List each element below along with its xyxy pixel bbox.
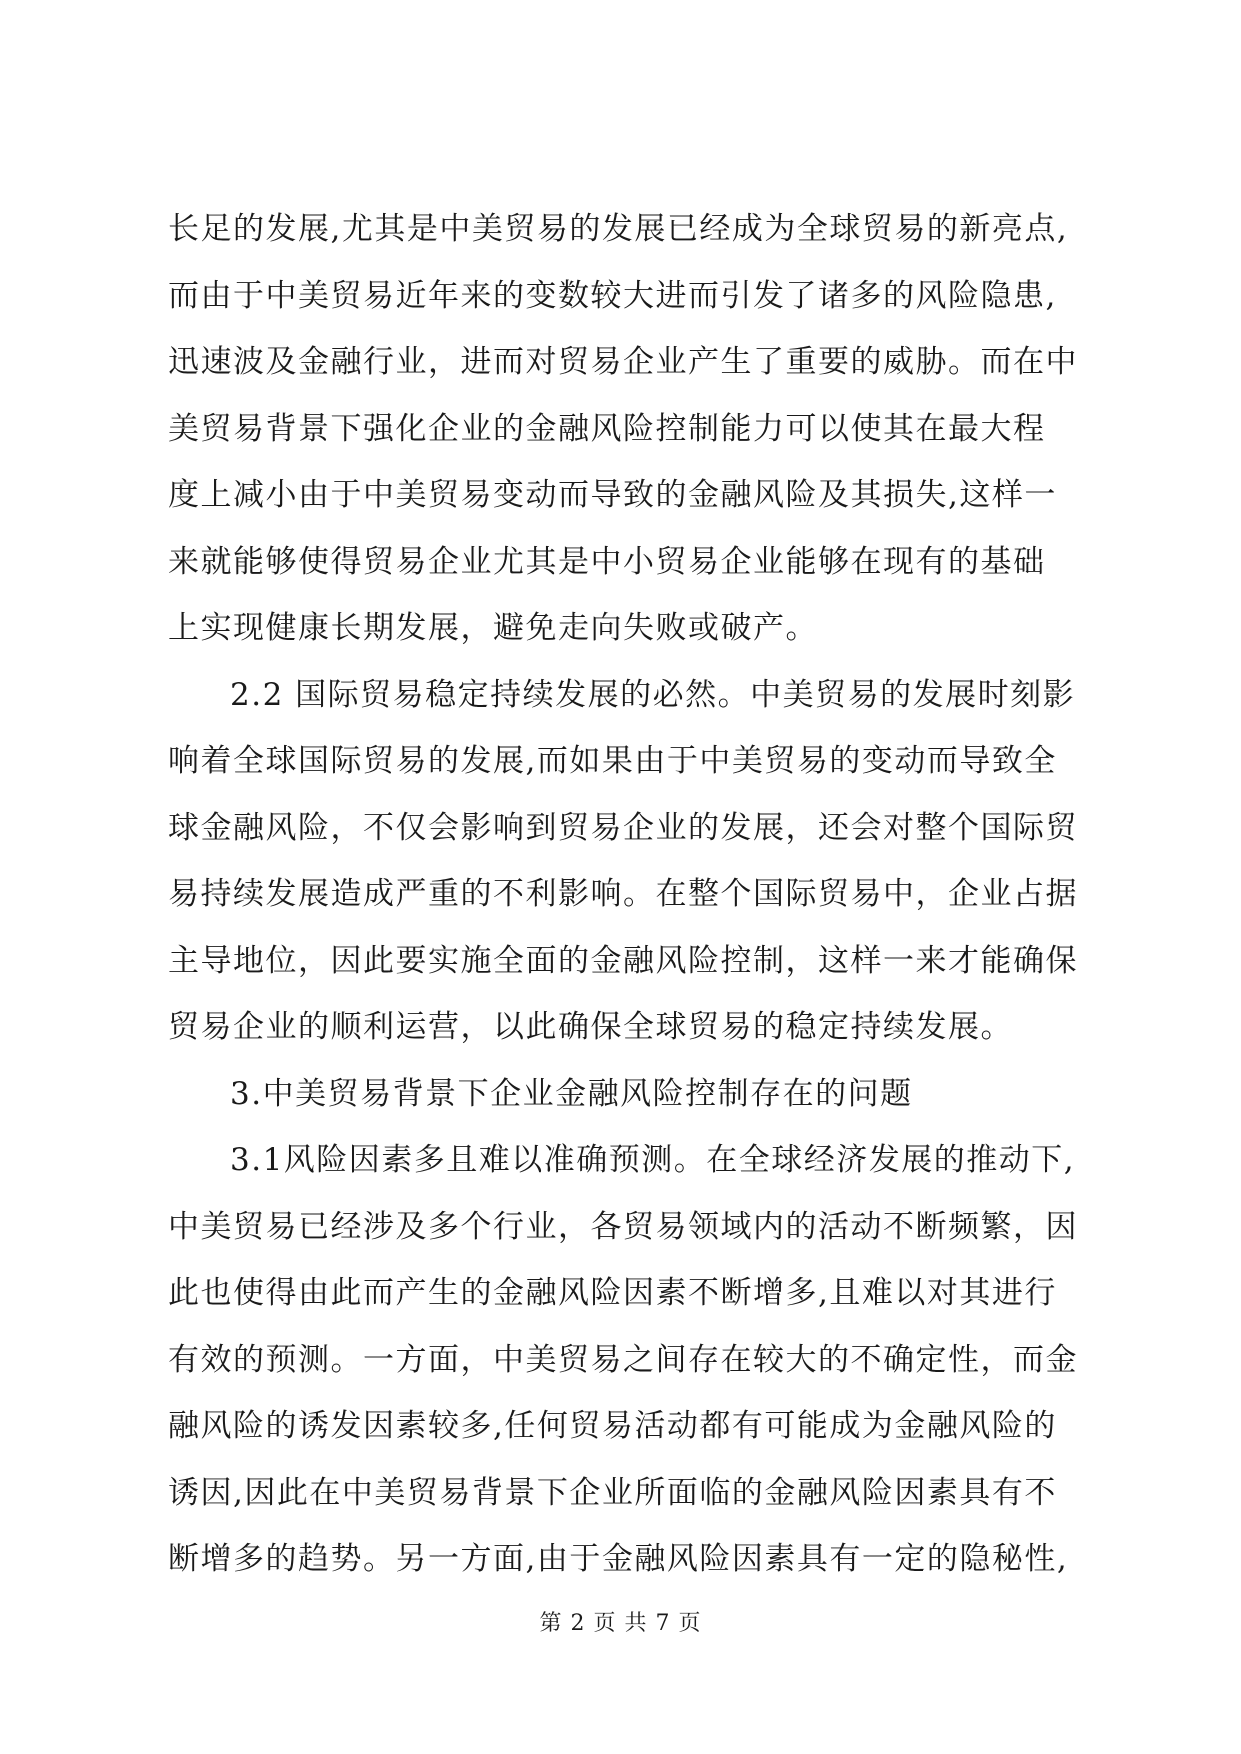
text-line: 来就能够使得贸易企业尤其是中小贸易企业能够在现有的基础 xyxy=(168,543,1046,580)
page-number-footer: 第 2 页 共 7 页 xyxy=(539,1611,702,1636)
text-line: 中美贸易已经涉及多个行业，各贸易领域内的活动不断频繁，因 xyxy=(168,1208,1078,1245)
text-line: 贸易企业的顺利运营，以此确保全球贸易的稳定持续发展。 xyxy=(168,1009,1013,1045)
text-line: 响着全球国际贸易的发展,而如果由于中美贸易的变动而导致全 xyxy=(168,743,1057,779)
text-line: 融风险的诱发因素较多,任何贸易活动都有可能成为金融风险的 xyxy=(168,1408,1057,1444)
text-line: 主导地位，因此要实施全面的金融风险控制，这样一来才能确保 xyxy=(168,942,1078,979)
text-line: 断增多的趋势。另一方面,由于金融风险因素具有一定的隐秘性, xyxy=(168,1541,1069,1577)
text-line: 易持续发展造成严重的不利影响。在整个国际贸易中，企业占据 xyxy=(168,876,1078,912)
text-line: 有效的预测。一方面，中美贸易之间存在较大的不确定性，而金 xyxy=(168,1341,1078,1378)
text-line: 球金融风险，不仅会影响到贸易企业的发展，还会对整个国际贸 xyxy=(168,809,1078,846)
text-line: 上实现健康长期发展，避免走向失败或破产。 xyxy=(168,610,818,646)
text-line: 诱因,因此在中美贸易背景下企业所面临的金融风险因素具有不 xyxy=(168,1474,1057,1511)
text-line: 度上减小由于中美贸易变动而导致的金融风险及其损失,这样一 xyxy=(168,477,1057,513)
text-line: 长足的发展,尤其是中美贸易的发展已经成为全球贸易的新亮点, xyxy=(168,211,1069,247)
section-heading: 3.中美贸易背景下企业金融风险控制存在的问题 xyxy=(230,1075,913,1112)
text-line: 而由于中美贸易近年来的变数较大进而引发了诸多的风险隐患, xyxy=(168,277,1057,314)
text-line: 迅速波及金融行业，进而对贸易企业产生了重要的威胁。而在中 xyxy=(168,344,1078,380)
paragraph-start-line: 2.2 国际贸易稳定持续发展的必然。中美贸易的发展时刻影 xyxy=(230,676,1076,713)
text-line: 此也使得由此而产生的金融风险因素不断增多,且难以对其进行 xyxy=(168,1275,1057,1311)
text-line: 美贸易背景下强化企业的金融风险控制能力可以使其在最大程 xyxy=(168,410,1046,447)
paragraph-start-line: 3.1风险因素多且难以准确预测。在全球经济发展的推动下, xyxy=(230,1142,1076,1178)
document-body xyxy=(168,196,1088,1593)
